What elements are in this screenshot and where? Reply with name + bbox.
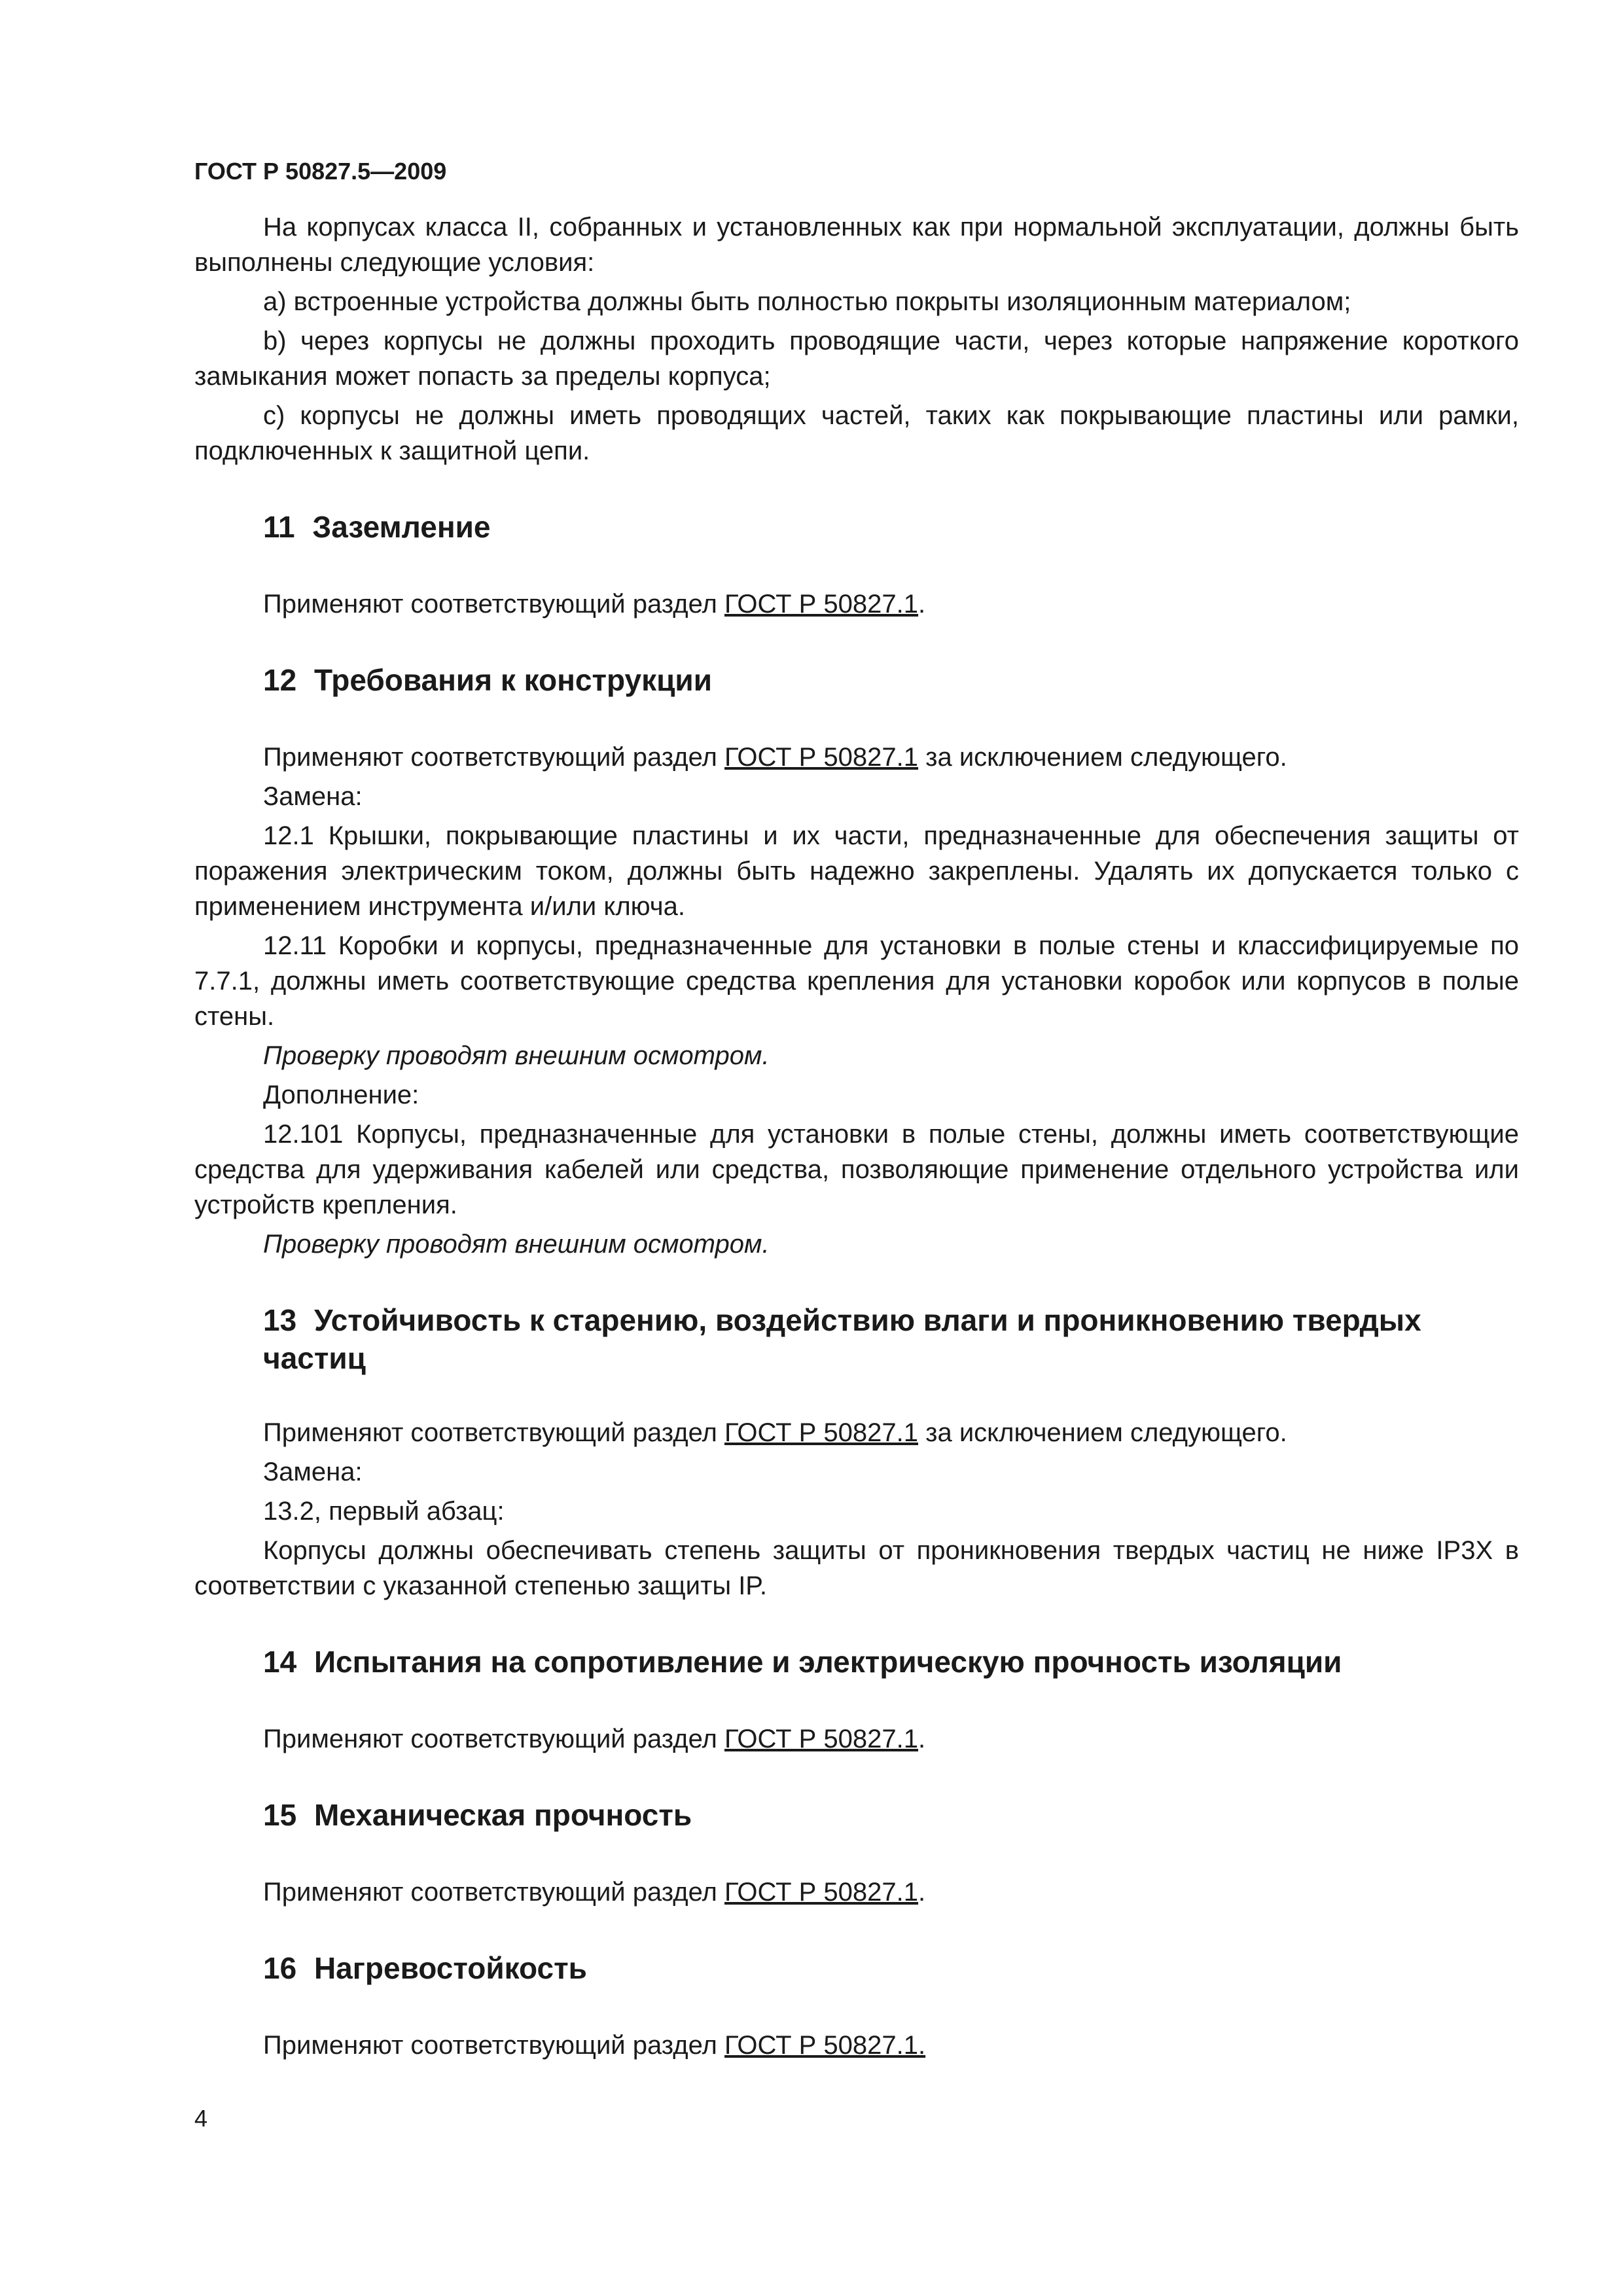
section-15-apply: Применяют соответствующий раздел ГОСТ Р 50827.1. — [263, 1878, 926, 1907]
section-16-apply: Применяют соответствующий раздел ГОСТ Р 50827.1. — [263, 2031, 926, 2060]
document-page — [194, 157, 1519, 2063]
section-14-apply: Применяют соответствующий раздел ГОСТ Р 50827.1. — [263, 1725, 926, 1753]
list-item-c: c) корпусы не должны иметь проводящих частей, таких как покрывающие пластины или рамки, подключенных к защитной цепи. — [194, 401, 1519, 465]
section-14-number: 14 — [263, 1645, 297, 1679]
section-11-heading — [194, 508, 1519, 546]
gost-reference-link[interactable]: ГОСТ Р 50827.1 — [724, 1725, 918, 1753]
section-12-title: Требования к конструкции — [313, 663, 712, 697]
clause-12-1: 12.1 Крышки, покрывающие пластины и их части, предназначенные для обеспечения защиты от поражения электрическим током, должны быть надежно закреплены. Удалять их допускается только с применением инструмента и/или ключа. — [194, 821, 1519, 921]
section-12-heading — [194, 661, 1519, 699]
gost-reference-link[interactable]: ГОСТ Р 50827.1. — [724, 2031, 926, 2060]
gost-reference-link[interactable]: ГОСТ Р 50827.1 — [724, 1418, 918, 1447]
document-id-header: ГОСТ Р 50827.5—2009 — [194, 158, 447, 185]
section-15-number: 15 — [263, 1798, 297, 1832]
section-13-number: 13 — [263, 1303, 297, 1337]
section-11-apply: Применяют соответствующий раздел ГОСТ Р 50827.1. — [263, 590, 926, 619]
section-12-check-note-1: Проверку проводят внешним осмотром. — [263, 1041, 770, 1070]
gost-reference-link[interactable]: ГОСТ Р 50827.1 — [724, 743, 918, 772]
section-12-replacement-label: Замена: — [263, 782, 363, 811]
clause-12-11: 12.11 Коробки и корпусы, предназначенные для установки в полые стены и классифицируемые по 7.7.1, должны иметь соответствующие средства крепления для установки коробок или корпусов в полые стены. — [194, 931, 1519, 1031]
section-12-addition-label: Дополнение: — [263, 1081, 419, 1109]
section-12-check-note-2: Проверку проводят внешним осмотром. — [263, 1230, 770, 1259]
section-11-title: Заземление — [312, 510, 491, 544]
section-13-apply: Применяют соответствующий раздел ГОСТ Р 50827.1 за исключением следующего. — [263, 1418, 1287, 1447]
section-16-number: 16 — [263, 1951, 297, 1985]
gost-reference-link[interactable]: ГОСТ Р 50827.1 — [724, 1878, 918, 1907]
section-15-heading — [194, 1796, 1519, 1834]
section-16-heading — [194, 1949, 1519, 1987]
section-11-number: 11 — [263, 510, 295, 544]
section-13-heading — [194, 1301, 1519, 1377]
section-13-title: Устойчивость к старению, воздействию влаги и проникновению твердых частиц — [263, 1303, 1421, 1375]
section-12-number: 12 — [263, 663, 297, 697]
page-number: 4 — [194, 2105, 208, 2132]
clause-12-101: 12.101 Корпусы, предназначенные для установки в полые стены, должны иметь соответствующие средства для удерживания кабелей или средства, позволяющие применение отдельного устройства или устройств крепления. — [194, 1120, 1519, 1219]
section-14-heading — [194, 1643, 1519, 1681]
section-16-title: Нагревостойкость — [313, 1951, 587, 1985]
list-item-a: a) встроенные устройства должны быть полностью покрыты изоляционным материалом; — [263, 287, 1351, 316]
gost-reference-link[interactable]: ГОСТ Р 50827.1 — [724, 590, 918, 619]
clause-13-2-text: Корпусы должны обеспечивать степень защиты от проникновения твердых частиц не ниже IP3X в соответствии с указанной степенью защиты IP. — [194, 1536, 1519, 1600]
section-14-title: Испытания на сопротивление и электрическую прочность изоляции — [313, 1645, 1342, 1679]
section-15-title: Механическая прочность — [313, 1798, 692, 1832]
section-13-replacement-label: Замена: — [263, 1458, 363, 1486]
list-item-b: b) через корпусы не должны проходить проводящие части, через которые напряжение короткого замыкания может попасть за пределы корпуса; — [194, 327, 1519, 391]
intro-paragraph: На корпусах класса II, собранных и установленных как при нормальной эксплуатации, должны быть выполнены следующие условия: — [194, 213, 1519, 277]
section-12-apply: Применяют соответствующий раздел ГОСТ Р 50827.1 за исключением следующего. — [263, 743, 1287, 772]
clause-13-2-label: 13.2, первый абзац: — [263, 1497, 505, 1526]
